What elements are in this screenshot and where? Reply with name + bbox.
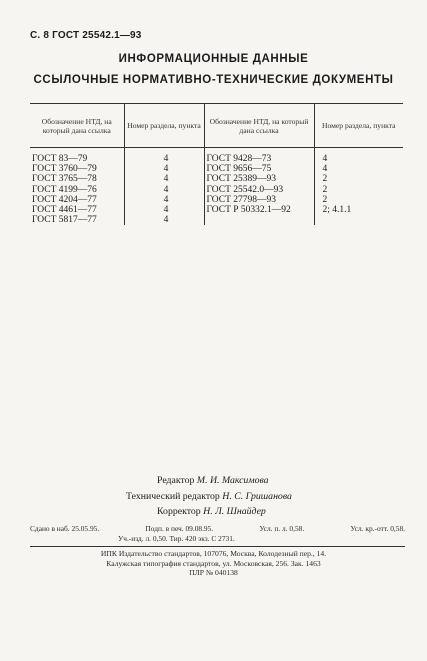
doc-ref: ГОСТ 9656—75 bbox=[206, 164, 272, 175]
section-ref: 4 bbox=[163, 164, 169, 175]
print-sheets: Усл. п. л. 0,58. bbox=[259, 524, 305, 533]
doc-ref: ГОСТ 3760—79 bbox=[32, 164, 97, 175]
publisher-line: ИПК Издательство стандартов, 107076, Москва, Колодезный пер., 14. bbox=[100, 549, 327, 558]
section-ref: 2 bbox=[322, 194, 328, 205]
left-section-column bbox=[124, 148, 204, 226]
left-doc-column bbox=[30, 148, 124, 226]
print-info-row bbox=[30, 524, 405, 534]
doc-ref: ГОСТ 83—79 bbox=[32, 154, 88, 164]
doc-ref: ГОСТ 5817—77 bbox=[32, 215, 97, 226]
table-header-row bbox=[30, 104, 403, 148]
right-section-column bbox=[314, 148, 403, 226]
doc-ref: ГОСТ 9428—73 bbox=[206, 154, 272, 164]
publisher-block bbox=[0, 549, 427, 578]
section-title: ИНФОРМАЦИОННЫЕ ДАННЫЕ bbox=[118, 53, 309, 65]
print-info-row-2: Уч.-изд. л. 0,50. Тир. 420 экз. С 2731. bbox=[118, 534, 235, 543]
doc-ref: ГОСТ 27798—93 bbox=[206, 194, 276, 205]
signed-date: Подп. в печ. 09.08.95. bbox=[145, 524, 214, 533]
editor-label: Редактор bbox=[157, 475, 195, 486]
doc-ref: ГОСТ 25542.0—93 bbox=[206, 184, 284, 195]
credits-block bbox=[0, 473, 427, 520]
doc-ref: ГОСТ 4461—77 bbox=[32, 204, 97, 215]
section-ref: 4 bbox=[322, 164, 328, 175]
divider bbox=[30, 546, 405, 547]
corrector-credit bbox=[157, 504, 427, 520]
section-ref: 4 bbox=[163, 194, 169, 205]
doc-ref: ГОСТ Р 50332.1—92 bbox=[206, 204, 291, 215]
section-ref: 2 bbox=[322, 174, 328, 185]
header-doc-right: Обозначение НТД, на который дана ссылка bbox=[204, 104, 314, 148]
print-info bbox=[30, 524, 405, 544]
editor-credit bbox=[157, 473, 427, 489]
tech-editor-label: Технический редактор bbox=[126, 490, 220, 502]
tech-editor-name: Н. С. Гришанова bbox=[222, 490, 292, 502]
editor-name: М. И. Максимова bbox=[196, 475, 269, 486]
doc-ref: ГОСТ 4199—76 bbox=[32, 184, 97, 195]
license-line: ПЛР № 040138 bbox=[189, 568, 238, 577]
tech-editor-credit bbox=[126, 489, 427, 505]
section-ref: 4 bbox=[163, 215, 169, 226]
section-subtitle: ССЫЛОЧНЫЕ НОРМАТИВНО-ТЕХНИЧЕСКИЕ ДОКУМЕНТЫ bbox=[33, 74, 394, 86]
color-sheets: Усл. кр.-отт. 0,58. bbox=[350, 524, 405, 533]
section-ref: 4 bbox=[163, 154, 169, 164]
corrector-label: Корректор bbox=[157, 506, 201, 517]
section-ref: 4 bbox=[163, 204, 169, 215]
printer-line: Калужская типография стандартов, ул. Московская, 256. Зак. 1463 bbox=[106, 558, 321, 568]
doc-ref: ГОСТ 4204—77 bbox=[32, 194, 97, 205]
section-ref: 4 bbox=[163, 174, 169, 185]
header-doc-left: Обозначение НТД, на который дана ссылка bbox=[30, 104, 124, 148]
references-table bbox=[30, 103, 403, 225]
doc-ref: ГОСТ 25389—93 bbox=[206, 174, 276, 185]
section-ref: 2 bbox=[322, 184, 328, 195]
doc-ref: ГОСТ 3765—78 bbox=[32, 174, 97, 185]
typeset-date: Сдано в наб. 25.05.95. bbox=[30, 524, 100, 533]
section-ref: 4 bbox=[163, 184, 169, 195]
page-header: С. 8 ГОСТ 25542.1—93 bbox=[30, 30, 142, 41]
header-section-left: Номер раздела, пункта bbox=[124, 104, 204, 148]
section-ref: 4 bbox=[322, 154, 328, 164]
table-body-row bbox=[30, 148, 403, 226]
header-section-right: Номер раздела, пункта bbox=[314, 104, 403, 148]
right-doc-column bbox=[204, 148, 314, 226]
corrector-name: Н. Л. Шнайдер bbox=[203, 506, 266, 517]
section-ref: 2; 4.1.1 bbox=[322, 204, 352, 215]
